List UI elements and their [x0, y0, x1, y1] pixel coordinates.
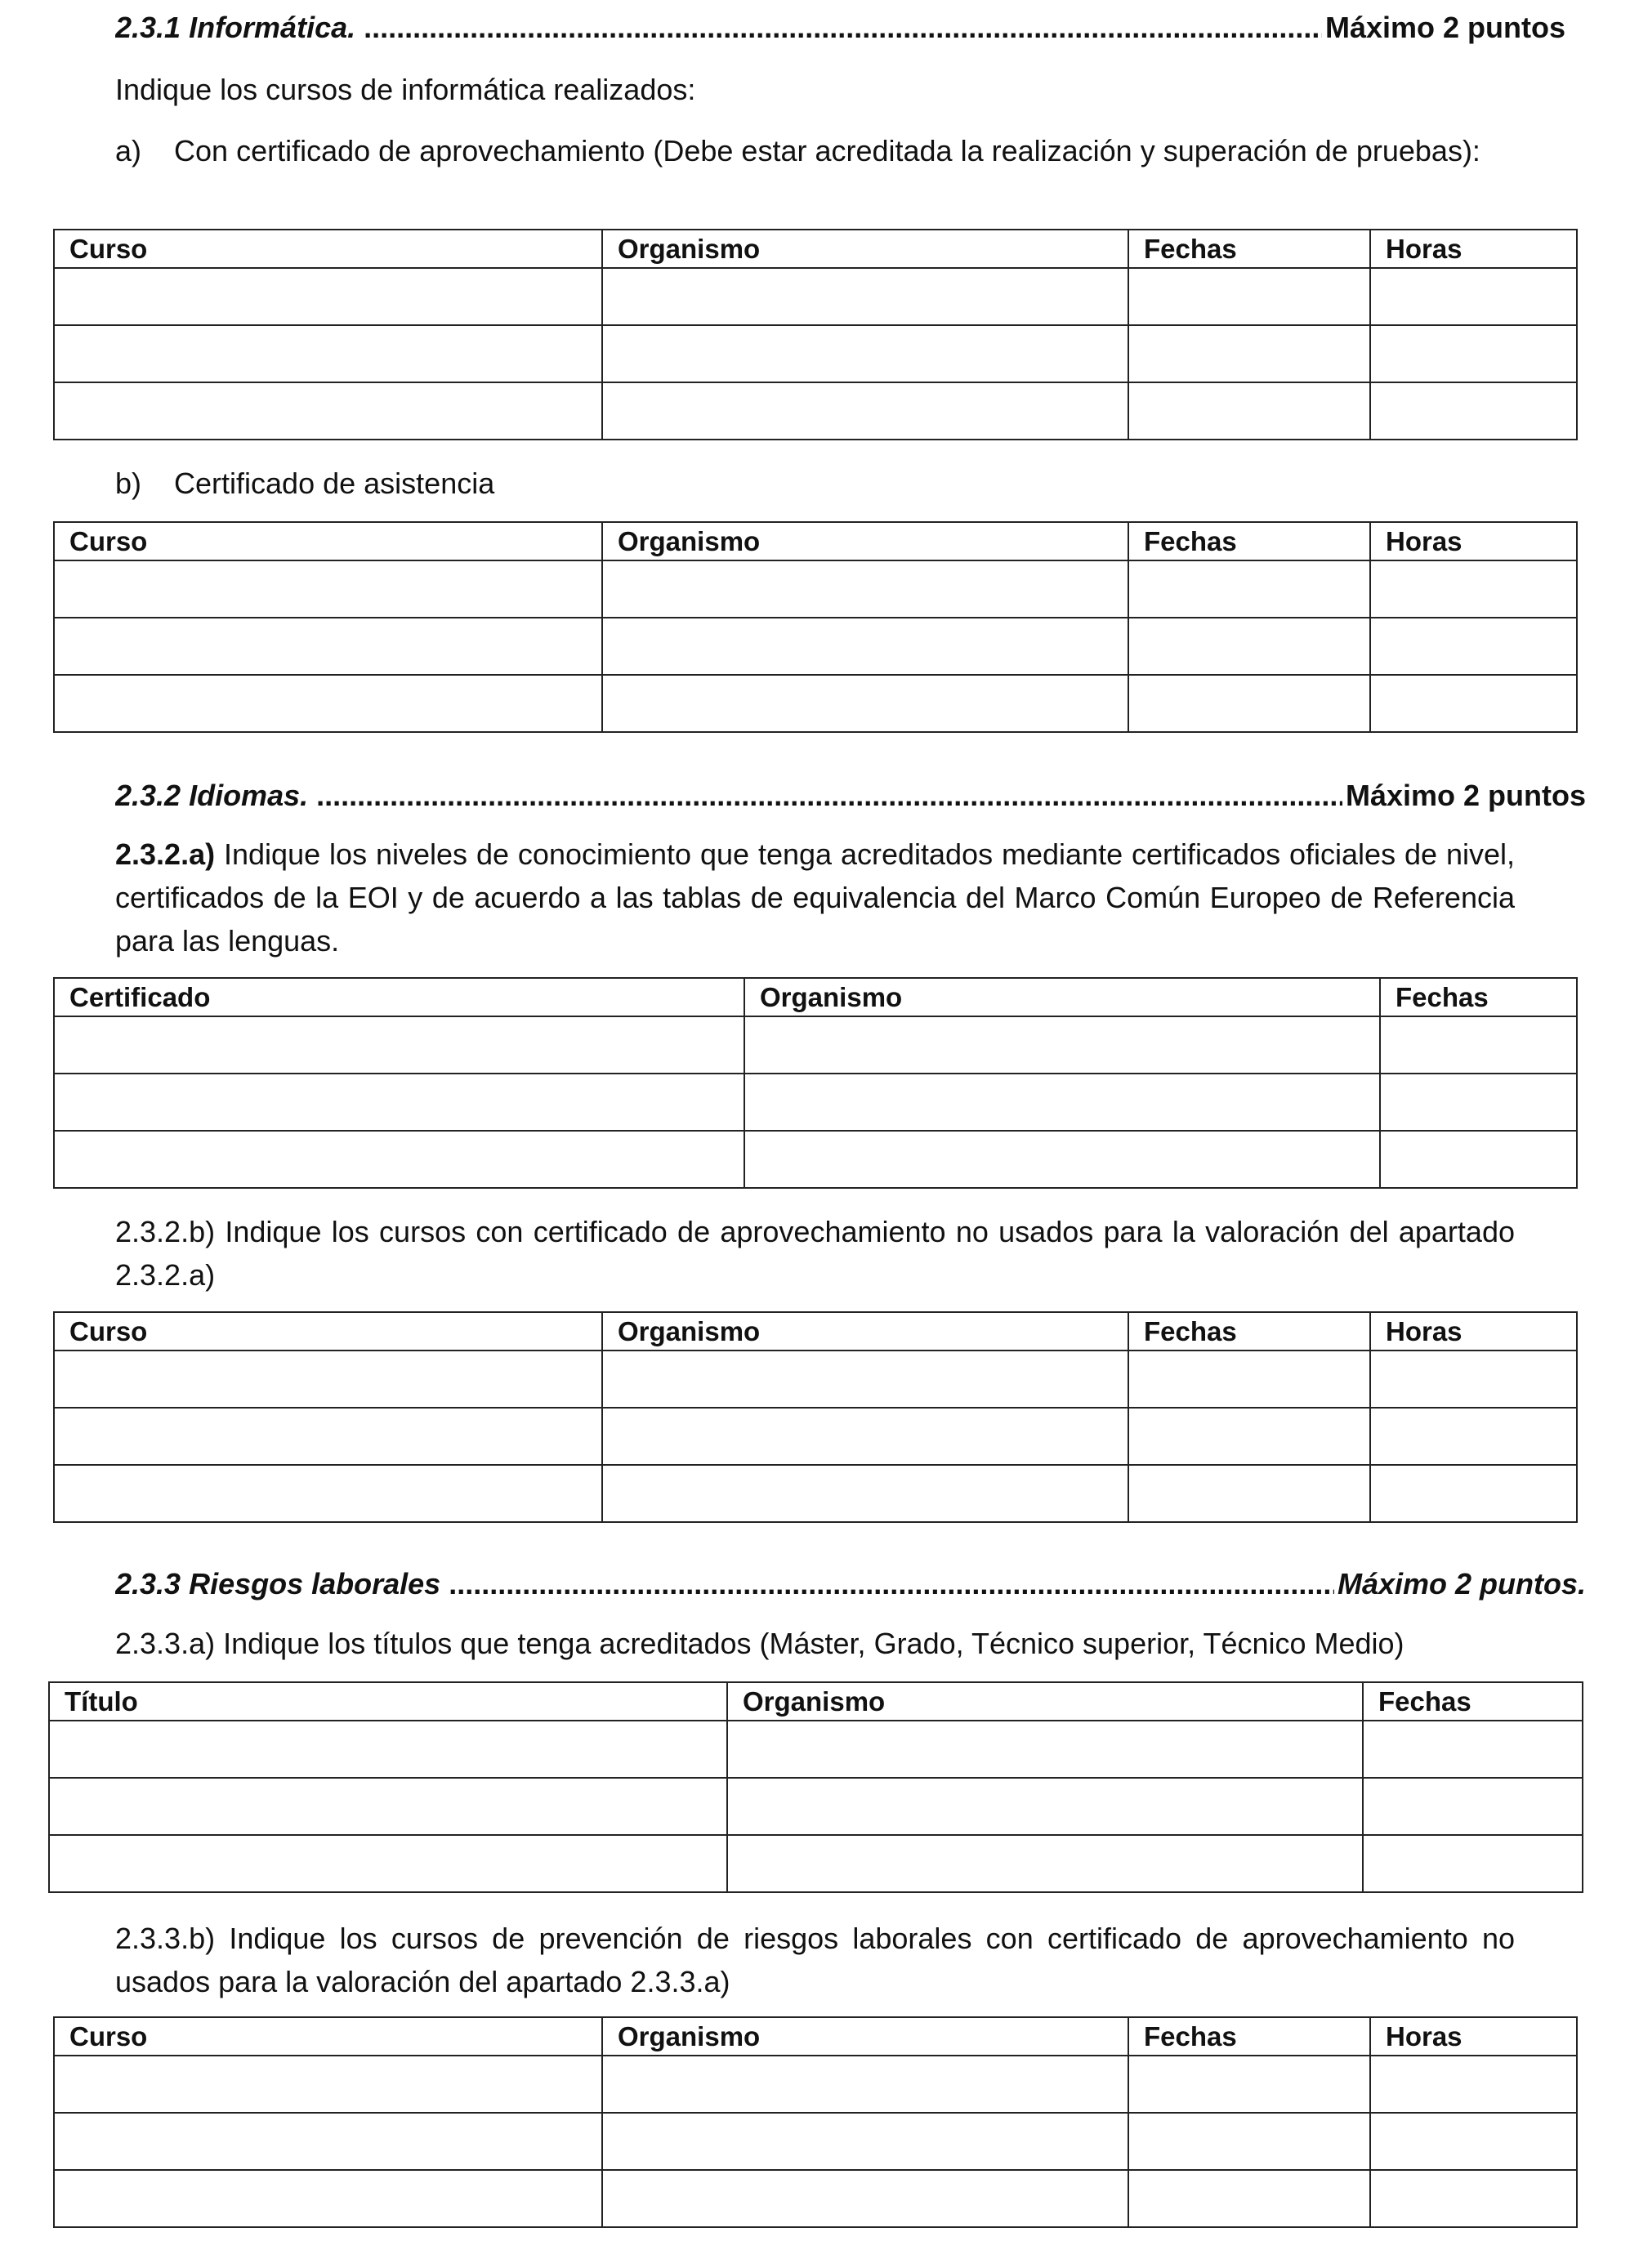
table-cell[interactable]	[1380, 1016, 1577, 1074]
table-cell[interactable]	[602, 560, 1128, 618]
heading-title: 2.3.3 Riesgos laborales .....	[115, 1563, 1334, 1605]
item-b-text: Certificado de asistencia	[174, 467, 495, 500]
heading-title: 2.3.2 Idiomas. .....	[115, 775, 1342, 817]
informatica-item-b	[115, 462, 494, 505]
table-cell[interactable]	[54, 2056, 602, 2113]
table-cell[interactable]	[744, 1016, 1380, 1074]
heading-max-points: Máximo 2 puntos	[1345, 779, 1586, 812]
idiomas-item-b: 2.3.2.b) Indique los cursos con certificado de aprovechamiento no usados para la valoración del apartado 2.3.2.a)	[115, 1215, 1515, 1292]
table-cell[interactable]	[54, 382, 602, 440]
table-cell[interactable]	[54, 1351, 602, 1408]
item-a-number: 2.3.2.a)	[115, 837, 216, 871]
table-cell[interactable]	[1128, 1465, 1370, 1522]
table-cell[interactable]	[54, 325, 602, 382]
table-cell[interactable]	[602, 1408, 1128, 1465]
table-informatica-aprovechamiento	[53, 229, 1578, 440]
table-cell[interactable]	[1128, 2170, 1370, 2227]
table-cell[interactable]	[1370, 382, 1577, 440]
item-a-text: Con certificado de aprovechamiento (Debe estar acreditada la realización y superación de pruebas):	[174, 134, 1480, 167]
table-row	[54, 2113, 1577, 2170]
table-cell[interactable]	[602, 1351, 1128, 1408]
table-cell[interactable]	[1370, 618, 1577, 675]
table-cell[interactable]	[54, 2113, 602, 2170]
table-row	[54, 1408, 1577, 1465]
column-header-horas: Horas	[1370, 1312, 1577, 1351]
table-cell[interactable]	[1370, 2170, 1577, 2227]
column-header-organismo: Organismo	[602, 522, 1128, 560]
table-cell[interactable]	[1370, 1465, 1577, 1522]
table-cell[interactable]	[1363, 1835, 1583, 1892]
table-row	[54, 268, 1577, 325]
table-row	[54, 1351, 1577, 1408]
table-cell[interactable]	[54, 1465, 602, 1522]
table-row	[54, 1465, 1577, 1522]
table-cell[interactable]	[602, 2170, 1128, 2227]
riesgos-item-b: 2.3.3.b) Indique los cursos de prevención de riesgos laborales con certificado de aprovechamiento no usados para la valoración del apartado 2.3.3.a)	[115, 1922, 1515, 1998]
table-cell[interactable]	[54, 1131, 744, 1188]
table-cell[interactable]	[1370, 2113, 1577, 2170]
column-header-fechas: Fechas	[1128, 230, 1370, 268]
section-heading-riesgos	[115, 1563, 1586, 1605]
column-header-horas: Horas	[1370, 230, 1577, 268]
table-cell[interactable]	[1370, 325, 1577, 382]
column-header-organismo: Organismo	[727, 1682, 1363, 1721]
table-row	[54, 382, 1577, 440]
table-cell[interactable]	[1363, 1721, 1583, 1778]
table-cell[interactable]	[1370, 268, 1577, 325]
table-cell[interactable]	[49, 1835, 727, 1892]
table-cell[interactable]	[1128, 325, 1370, 382]
table-cell[interactable]	[54, 560, 602, 618]
table-row	[54, 2056, 1577, 2113]
table-row	[49, 1778, 1583, 1835]
table-cell[interactable]	[602, 675, 1128, 732]
table-cell[interactable]	[49, 1721, 727, 1778]
table-cell[interactable]	[1128, 618, 1370, 675]
column-header-curso: Curso	[54, 1312, 602, 1351]
column-header-fechas: Fechas	[1363, 1682, 1583, 1721]
table-cell[interactable]	[54, 618, 602, 675]
table-cell[interactable]	[1128, 1408, 1370, 1465]
table-cell[interactable]	[727, 1721, 1363, 1778]
table-cell[interactable]	[744, 1131, 1380, 1188]
table-riesgos-cursos	[53, 2016, 1578, 2228]
table-riesgos-titulos	[48, 1681, 1583, 1893]
column-header-horas: Horas	[1370, 522, 1577, 560]
heading-max-points: Máximo 2 puntos.	[1337, 1567, 1586, 1601]
table-cell[interactable]	[602, 382, 1128, 440]
column-header-curso: Curso	[54, 230, 602, 268]
column-header-fechas: Fechas	[1128, 2017, 1370, 2056]
heading-title: 2.3.1 Informática. .....	[115, 7, 1322, 49]
table-cell[interactable]	[602, 2056, 1128, 2113]
table-idiomas-certificados	[53, 977, 1578, 1189]
table-informatica-asistencia	[53, 521, 1578, 733]
column-header-fechas: Fechas	[1128, 1312, 1370, 1351]
table-cell[interactable]	[602, 618, 1128, 675]
table-cell[interactable]	[54, 268, 602, 325]
table-cell[interactable]	[54, 675, 602, 732]
table-cell[interactable]	[744, 1074, 1380, 1131]
table-cell[interactable]	[1128, 2056, 1370, 2113]
table-cell[interactable]	[1370, 1351, 1577, 1408]
item-a-text: Indique los niveles de conocimiento que tenga acreditados mediante certificados oficiales de nivel, certificados de la EOI y de acuerdo a las tablas de equivalencia del Marco Común Europeo de Referencia para las lenguas.	[115, 837, 1515, 958]
table-cell[interactable]	[1380, 1074, 1577, 1131]
table-cell[interactable]	[1128, 675, 1370, 732]
table-cell[interactable]	[54, 1016, 744, 1074]
column-header-fechas: Fechas	[1380, 978, 1577, 1016]
table-row	[49, 1835, 1583, 1892]
column-header-curso: Curso	[54, 2017, 602, 2056]
table-row	[54, 1131, 1577, 1188]
table-cell[interactable]	[602, 1465, 1128, 1522]
table-cell[interactable]	[1370, 560, 1577, 618]
column-header-organismo: Organismo	[602, 2017, 1128, 2056]
column-header-titulo: Título	[49, 1682, 727, 1721]
table-cell[interactable]	[602, 2113, 1128, 2170]
table-row	[54, 325, 1577, 382]
table-cell[interactable]	[1370, 2056, 1577, 2113]
table-cell[interactable]	[54, 2170, 602, 2227]
riesgos-item-a: 2.3.3.a) Indique los títulos que tenga acreditados (Máster, Grado, Técnico superior, Técnico Medio)	[115, 1627, 1404, 1660]
table-cell[interactable]	[727, 1835, 1363, 1892]
column-header-curso: Curso	[54, 522, 602, 560]
item-a-label: a)	[115, 134, 142, 167]
table-cell[interactable]	[54, 1074, 744, 1131]
table-cell[interactable]	[1128, 382, 1370, 440]
table-cell[interactable]	[602, 268, 1128, 325]
column-header-organismo: Organismo	[602, 230, 1128, 268]
table-cell[interactable]	[1363, 1778, 1583, 1835]
informatica-item-a	[115, 129, 1515, 172]
table-cell[interactable]	[602, 325, 1128, 382]
table-cell[interactable]	[1128, 2113, 1370, 2170]
table-row	[54, 675, 1577, 732]
table-row	[54, 1016, 1577, 1074]
table-cell[interactable]	[49, 1778, 727, 1835]
table-cell[interactable]	[1380, 1131, 1577, 1188]
section-heading-idiomas	[115, 775, 1586, 817]
table-cell[interactable]	[1370, 675, 1577, 732]
idiomas-item-a	[115, 833, 1515, 962]
column-header-organismo: Organismo	[602, 1312, 1128, 1351]
table-cell[interactable]	[1370, 1408, 1577, 1465]
table-row	[49, 1721, 1583, 1778]
table-row	[54, 2170, 1577, 2227]
table-row	[54, 618, 1577, 675]
table-idiomas-cursos	[53, 1311, 1578, 1523]
table-cell[interactable]	[727, 1778, 1363, 1835]
table-cell[interactable]	[1128, 560, 1370, 618]
item-b-label: b)	[115, 467, 142, 500]
column-header-horas: Horas	[1370, 2017, 1577, 2056]
column-header-fechas: Fechas	[1128, 522, 1370, 560]
table-cell[interactable]	[54, 1408, 602, 1465]
heading-max-points: Máximo 2 puntos	[1324, 11, 1565, 44]
section-heading-informatica	[115, 7, 1565, 49]
table-row	[54, 560, 1577, 618]
informatica-intro: Indique los cursos de informática realizados:	[115, 73, 696, 106]
column-header-certificado: Certificado	[54, 978, 744, 1016]
table-cell[interactable]	[1128, 1351, 1370, 1408]
table-cell[interactable]	[1128, 268, 1370, 325]
column-header-organismo: Organismo	[744, 978, 1380, 1016]
table-row	[54, 1074, 1577, 1131]
